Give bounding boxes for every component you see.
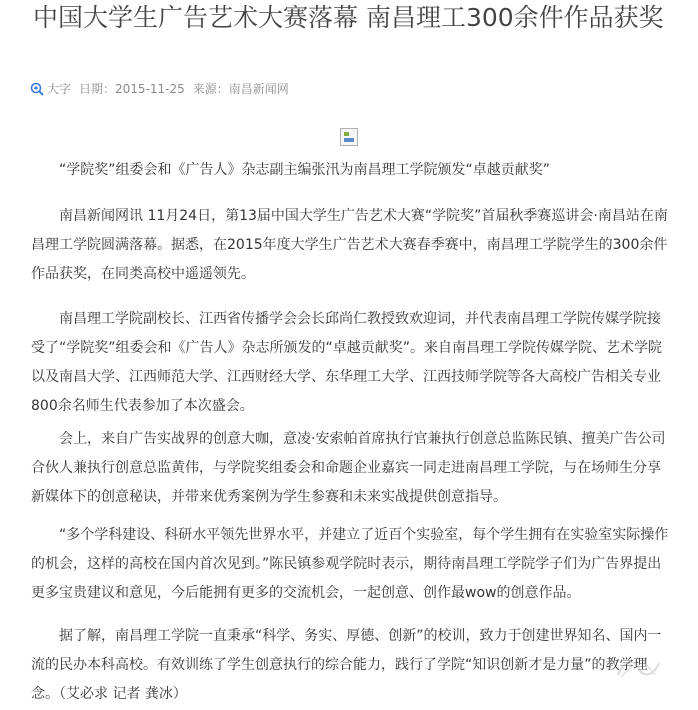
paragraph: 南昌新闻网讯 11月24日，第13届中国大学生广告艺术大赛“学院奖”首届秋季赛巡讲会·南昌站在南昌理工学院圆满落幕。据悉，在2015年度大学生广告艺术大赛春季赛中，南昌理工学院学生的300余件作品获奖，在同类高校中遥遥领先。 <box>31 208 668 282</box>
font-size-toggle[interactable]: 大字 <box>47 82 72 96</box>
paragraph: “多个学科建设、科研水平领先世界水平，并建立了近百个实验室，每个学生拥有在实验室实际操作的机会，这样的高校在国内首次见到。”陈民镇参观学院时表示，期待南昌理工学院学子们为广告界提出更多宝贵建议和意见，今后能拥有更多的交流机会，一起创意、创作最wow的创意作品。 <box>31 527 669 601</box>
paragraph: 会上，来自广告实战界的创意大咖，意凌·安索帕首席执行官兼执行创意总监陈民镇、擅美广告公司合伙人兼执行创意总监黄伟，与学院奖组委会和命题企业嘉宾一同走进南昌理工学院，与在场师生分享新媒体下的创意秘诀，并带来优秀案例为学生参赛和未来实战提供创意指导。 <box>31 431 666 505</box>
source-label: 来源： <box>192 82 229 96</box>
article-meta <box>30 80 289 98</box>
source-name: 南昌新闻网 <box>228 82 289 96</box>
zoom-in-icon[interactable] <box>30 82 44 96</box>
article-image <box>340 128 358 146</box>
broken-image-icon <box>340 128 358 146</box>
watermark-logo <box>613 655 663 681</box>
publish-date: 2015-11-25 <box>115 82 185 96</box>
paragraph: 据了解，南昌理工学院一直秉承“科学、务实、厚德、创新”的校训，致力于创建世界知名、国内一流的民办本科高校。有效训练了学生创意执行的综合能力，践行了学院“知识创新才是力量”的教学理念。（艾必求 记者 龚冰） <box>31 628 662 702</box>
article-title: 中国大学生广告艺术大赛落幕 南昌理工300余件作品获奖 <box>33 3 664 32</box>
paragraph: 南昌理工学院副校长、江西省传播学会会长邱尚仁教授致欢迎词，并代表南昌理工学院传媒学院接受了“学院奖”组委会和《广告人》杂志所颁发的“卓越贡献奖”。来自南昌理工学院传媒学院、艺术学院以及南昌大学、江西师范大学、江西财经大学、东华理工大学、江西技师学院等各大高校广告相关专业800余名师生代表参加了本次盛会。 <box>31 311 663 414</box>
date-label: 日期： <box>79 82 116 96</box>
image-caption: “学院奖”组委会和《广告人》杂志副主编张汛为南昌理工学院颁发“卓越贡献奖” <box>59 162 551 178</box>
